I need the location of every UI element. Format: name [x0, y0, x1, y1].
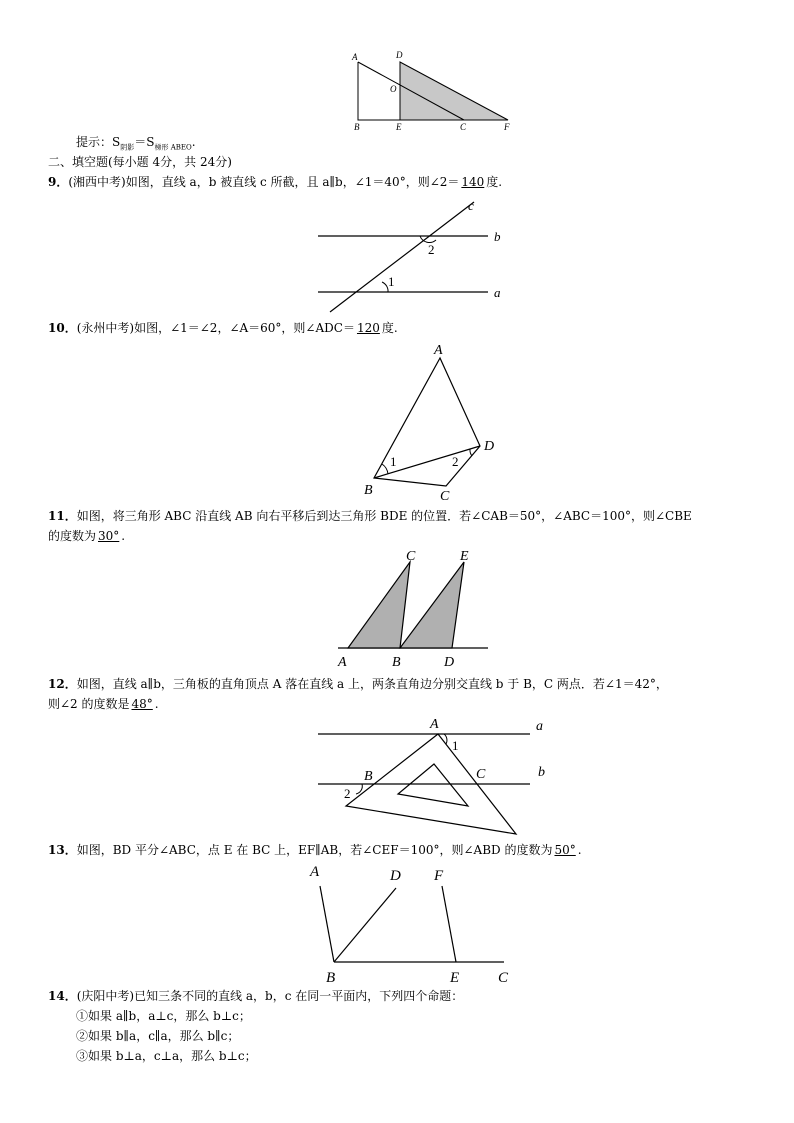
figure-11 [334, 548, 494, 672]
label-1: 1 [390, 454, 397, 469]
label-B: B [364, 483, 373, 498]
angle-1-arc [382, 464, 388, 474]
q9-text: (湘西中考)如图，直线 a，b 被直线 c 所截，且 a∥b，∠1＝40°，则∠2＝ [68, 175, 460, 189]
label-a: a [494, 285, 501, 300]
q14-text: (庆阳中考)已知三条不同的直线 a，b，c 在同一平面内，下列四个命题： [76, 989, 464, 1003]
hint-line [76, 134, 754, 155]
q12-line2: 则∠2 的度数是 [48, 697, 130, 711]
question-14 [48, 988, 754, 1004]
hint-end: . [191, 135, 196, 149]
label-a: a [536, 719, 543, 734]
label-B: B [392, 655, 401, 670]
question-10 [48, 320, 754, 336]
q13-answer: 50° [554, 843, 576, 857]
q14-item: ①如果 a∥b，a⊥c，那么 b⊥c； [76, 1009, 251, 1023]
label-A: A [434, 343, 443, 358]
q11-line2: 的度数为 [48, 529, 97, 543]
q9-suffix: 度. [486, 175, 503, 189]
figure-10 [360, 340, 510, 504]
q13-number: 13． [48, 843, 77, 857]
label-2: 2 [344, 786, 351, 801]
q11-answer: 30° [98, 529, 120, 543]
label-B: B [354, 122, 360, 132]
label-A: A [352, 52, 358, 62]
question-11-line2 [48, 528, 754, 544]
label-F: F [504, 122, 510, 132]
line-c [330, 202, 474, 312]
figure-12 [310, 712, 560, 838]
q9-number: 9． [48, 175, 69, 189]
label-D: D [390, 868, 401, 884]
label-E: E [396, 122, 402, 132]
q12-number: 12． [48, 677, 77, 691]
label-1: 1 [388, 274, 395, 289]
question-13 [48, 842, 754, 858]
label-C: C [476, 767, 486, 782]
q13-suffix: . [577, 843, 582, 857]
triangle-bde [400, 562, 464, 648]
q10-answer: 120 [356, 321, 380, 335]
question-12-line2 [48, 696, 754, 712]
label-D: D [444, 655, 455, 670]
q10-number: 10． [48, 321, 77, 335]
triangle-inner [398, 764, 468, 806]
q13-text: 如图，BD 平分∠ABC，点 E 在 BC 上，EF∥AB，若∠CEF＝100°，则∠ABD 的度数为 [76, 843, 553, 857]
label-E: E [450, 970, 460, 986]
label-C: C [440, 489, 450, 504]
triangle-abc [348, 562, 410, 648]
label-b: b [494, 229, 501, 244]
hint-eq: ＝S [134, 135, 155, 149]
q11-number: 11． [48, 509, 77, 523]
label-2: 2 [428, 242, 435, 257]
q11-suffix: . [121, 529, 126, 543]
question-11 [48, 508, 754, 524]
label-A: A [430, 717, 439, 732]
angle-2-arc [356, 784, 362, 794]
figure-9 [310, 196, 520, 314]
q14-item: ②如果 b∥a，c∥a，那么 b∥c； [76, 1029, 240, 1043]
label-C: C [460, 122, 467, 132]
ray-bd [334, 888, 396, 962]
label-1: 1 [452, 738, 459, 753]
shaded-region [400, 62, 508, 120]
q10-suffix: 度. [381, 321, 398, 335]
hint-prefix: 提示：S [76, 135, 121, 149]
q10-text: (永州中考)如图，∠1＝∠2，∠A＝60°，则∠ADC＝ [76, 321, 355, 335]
label-B: B [326, 970, 336, 986]
label-O: O [390, 84, 397, 94]
q11-text: 如图，将三角形 ABC 沿直线 AB 向右平移后到达三角形 BDE 的位置．若∠CAB＝50°，∠ABC＝100°，则∠CBE [76, 509, 692, 523]
label-c: c [468, 198, 474, 213]
section-title: 二、填空题(每小题 4分，共 24分) [48, 155, 232, 169]
label-E: E [460, 549, 469, 564]
q12-suffix: . [154, 697, 159, 711]
q12-answer: 48° [131, 697, 153, 711]
q14-number: 14． [48, 989, 77, 1003]
label-2: 2 [452, 454, 459, 469]
segment-ef [442, 886, 456, 962]
label-B: B [364, 769, 373, 784]
label-F: F [434, 868, 444, 884]
top-figure [340, 48, 520, 134]
label-A: A [310, 864, 320, 880]
angle-2-arc [470, 449, 472, 456]
question-9 [48, 174, 754, 190]
label-D: D [396, 50, 403, 60]
q14-item: ③如果 b⊥a，c⊥a，那么 b⊥c； [76, 1049, 257, 1063]
q9-answer: 140 [461, 175, 485, 189]
hint-sub1: 阴影 [120, 143, 135, 152]
label-b: b [538, 765, 545, 780]
question-12 [48, 676, 754, 692]
q12-text: 如图，直线 a∥b，三角板的直角顶点 A 落在直线 a 上，两条直角边分别交直线 b 于 B，C 两点．若∠1＝42°， [76, 677, 668, 691]
label-C: C [406, 549, 416, 564]
hint-sub2: 梯形 ABEO [154, 143, 192, 152]
label-D: D [484, 439, 495, 454]
figure-13 [304, 858, 524, 986]
label-A: A [338, 655, 347, 670]
ray-ba [320, 886, 334, 962]
label-C: C [498, 970, 509, 986]
